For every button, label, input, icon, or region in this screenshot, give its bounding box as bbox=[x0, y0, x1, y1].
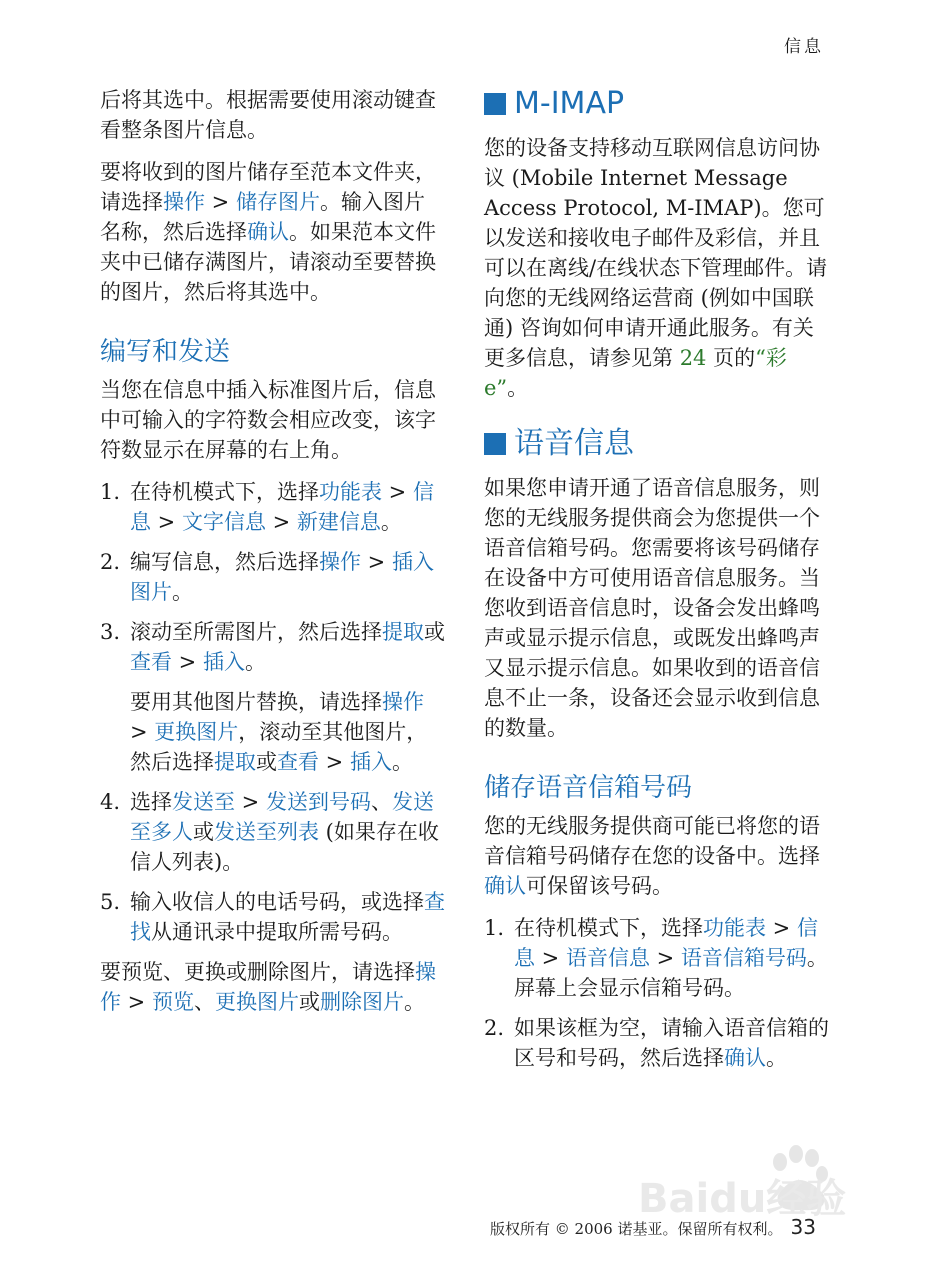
step-number: 1. bbox=[484, 916, 505, 940]
menu-link: 操作 bbox=[382, 690, 424, 714]
step-number: 4. bbox=[100, 790, 121, 814]
step-continuation bbox=[130, 687, 445, 777]
step-number: 1. bbox=[100, 480, 121, 504]
menu-link: 预览 bbox=[151, 990, 194, 1014]
menu-separator: > bbox=[265, 510, 297, 534]
text: 滚动至所需图片，然后选择 bbox=[130, 620, 382, 644]
paragraph: 当您在信息中插入标准图片后，信息中可输入的字符数会相应改变，该字符数显示在屏幕的右上角。 bbox=[100, 378, 436, 462]
menu-link: 更换图片 bbox=[154, 720, 239, 744]
paragraph-save-image bbox=[100, 157, 445, 307]
text: 。 bbox=[507, 376, 529, 400]
square-bullet-icon bbox=[484, 433, 506, 455]
menu-link-save-image: 储存图片 bbox=[235, 190, 320, 214]
text: 或 bbox=[298, 990, 320, 1014]
text: 或 bbox=[256, 750, 277, 774]
menu-separator: > bbox=[235, 790, 266, 814]
text: 。屏幕上会显示信箱号码。 bbox=[514, 946, 828, 1000]
menu-link: 插入图片 bbox=[130, 550, 434, 604]
paragraph-mimap bbox=[484, 133, 829, 403]
list-item bbox=[100, 617, 445, 777]
text: 要用其他图片替换，请选择 bbox=[130, 690, 382, 714]
menu-separator: > bbox=[766, 916, 797, 940]
text: 可保留该号码。 bbox=[526, 874, 673, 898]
text: 。 bbox=[766, 1046, 787, 1070]
menu-link: 确认 bbox=[724, 1046, 766, 1070]
section-heading: 编写和发送 bbox=[100, 337, 231, 367]
footer bbox=[490, 1215, 816, 1239]
steps-list bbox=[100, 477, 445, 947]
step-number: 3. bbox=[100, 620, 121, 644]
menu-separator: > bbox=[151, 510, 182, 534]
heading-text: M-IMAP bbox=[514, 86, 625, 121]
menu-link-confirm: 确认 bbox=[247, 220, 289, 244]
text: 选择 bbox=[130, 790, 172, 814]
copyright: 版权所有 © 2006 诺基亚。保留所有权利。 bbox=[490, 1220, 783, 1238]
running-header: 信息 bbox=[784, 37, 824, 57]
text: 或 bbox=[193, 820, 214, 844]
text: (如果存在收信人列表)。 bbox=[130, 820, 439, 874]
text: 如果该框为空，请输入语音信箱的区号和号码，然后选择 bbox=[514, 1016, 829, 1070]
paragraph-preview bbox=[100, 957, 445, 1017]
menu-link: 更换图片 bbox=[214, 990, 299, 1014]
text: 在待机模式下，选择 bbox=[514, 916, 703, 940]
text: 要预览、更换或删除图片，请选择 bbox=[100, 960, 415, 984]
list-item bbox=[100, 887, 445, 947]
section-heading-voice bbox=[484, 425, 829, 463]
text: 。 bbox=[380, 510, 402, 534]
list-item bbox=[100, 477, 445, 537]
menu-link: 发送至列表 bbox=[214, 820, 319, 844]
menu-separator: > bbox=[319, 750, 350, 774]
menu-link: 查看 bbox=[130, 650, 172, 674]
menu-separator: > bbox=[382, 480, 413, 504]
menu-link: 删除图片 bbox=[319, 990, 404, 1014]
step-number: 2. bbox=[100, 550, 121, 574]
left-column bbox=[100, 85, 445, 1029]
menu-link: 信息 bbox=[514, 916, 818, 970]
menu-link: 查找 bbox=[130, 890, 445, 944]
menu-link: 发送至多人 bbox=[130, 790, 434, 844]
text: 。如果范本文件夹中已储存满图片，请滚动至要替换的图片，然后将其选中。 bbox=[100, 220, 436, 304]
list-item bbox=[484, 1013, 829, 1073]
menu-link: 语音信箱号码 bbox=[680, 946, 807, 970]
text: 。输入图片名称，然后选择 bbox=[100, 190, 425, 244]
text: 要将收到的图片储存至范本文件夹，请选择 bbox=[100, 160, 436, 214]
menu-separator: > bbox=[121, 990, 152, 1014]
menu-separator: > bbox=[205, 190, 236, 214]
paragraph: 如果您申请开通了语音信息服务，则您的无线服务提供商会为您提供一个语音信箱号码。您需要将该号码储存在设备中方可使用语音信息服务。当您收到语音信息时，设备会发出蜂鸣声或显示提示信息，或既发出蜂鸣声又显示提示信息。如果收到的语音信息不止一条，设备还会显示收到信息的数量。 bbox=[484, 476, 820, 740]
list-item bbox=[484, 913, 829, 1003]
steps-list bbox=[484, 913, 829, 1073]
menu-link: 功能表 bbox=[319, 480, 382, 504]
menu-link: 信息 bbox=[130, 480, 434, 534]
text: 您的设备支持移动互联网信息访问协议 (Mobile Internet Message Access Protocol, M-IMAP)。您可以发送和接收电子邮件及彩信，并且可以在离线/在线状态下管理邮件。请向您的无线网络运营商 (例如中国联通) 咨询如何申请开通此服务。有关更多信息，请参见第 bbox=[484, 136, 828, 370]
menu-link: 功能表 bbox=[703, 916, 766, 940]
menu-link: 确认 bbox=[484, 874, 526, 898]
text: 在待机模式下，选择 bbox=[130, 480, 319, 504]
menu-separator: > bbox=[361, 550, 392, 574]
step-number: 5. bbox=[100, 890, 121, 914]
heading-text: 语音信息 bbox=[514, 426, 634, 461]
text: 或 bbox=[424, 620, 445, 644]
list-item bbox=[100, 787, 445, 877]
text: 。 bbox=[244, 650, 266, 674]
menu-separator: > bbox=[130, 720, 155, 744]
menu-link: 操作 bbox=[319, 550, 361, 574]
text: 输入收信人的电话号码，或选择 bbox=[130, 890, 424, 914]
right-column bbox=[484, 85, 829, 1083]
menu-link: 查看 bbox=[277, 750, 319, 774]
text: 、 bbox=[193, 990, 215, 1014]
menu-separator: > bbox=[649, 946, 681, 970]
menu-separator: > bbox=[172, 650, 203, 674]
menu-link: 语音信息 bbox=[565, 946, 650, 970]
text: 。 bbox=[391, 750, 413, 774]
menu-link: 提取 bbox=[214, 750, 256, 774]
paragraph: 后将其选中。根据需要使用滚动键查看整条图片信息。 bbox=[100, 88, 436, 142]
menu-link: 发送到号码 bbox=[265, 790, 371, 814]
text: 您的无线服务提供商可能已将您的语音信箱号码储存在您的设备中。选择 bbox=[484, 814, 820, 868]
page-reference: 24 bbox=[679, 346, 707, 370]
text: 页的 bbox=[706, 346, 756, 370]
section-heading-mimap bbox=[484, 85, 829, 123]
menu-link-options: 操作 bbox=[163, 190, 205, 214]
text: 从通讯录中提取所需号码。 bbox=[151, 920, 403, 944]
menu-link: 新建信息 bbox=[296, 510, 381, 534]
paragraph bbox=[484, 811, 829, 901]
text: 。 bbox=[403, 990, 425, 1014]
page-number: 33 bbox=[790, 1215, 816, 1239]
menu-link: 文字信息 bbox=[181, 510, 266, 534]
watermark-text: Baidu经验 bbox=[638, 1176, 847, 1222]
list-item bbox=[100, 547, 445, 607]
menu-separator: > bbox=[535, 946, 566, 970]
step-number: 2. bbox=[484, 1016, 505, 1040]
text: 编写信息，然后选择 bbox=[130, 550, 319, 574]
section-heading: 储存语音信箱号码 bbox=[484, 773, 693, 803]
menu-link: 插入 bbox=[349, 750, 392, 774]
text: ，滚动至其他图片，然后选择 bbox=[130, 720, 428, 774]
menu-link: 提取 bbox=[382, 620, 424, 644]
text: 、 bbox=[370, 790, 392, 814]
menu-link: 插入 bbox=[202, 650, 245, 674]
menu-link: 操作 bbox=[100, 960, 436, 1014]
menu-link: 发送至 bbox=[172, 790, 235, 814]
cross-reference: “彩 e” bbox=[484, 346, 787, 400]
text: 。 bbox=[172, 580, 193, 604]
square-bullet-icon bbox=[484, 93, 506, 115]
